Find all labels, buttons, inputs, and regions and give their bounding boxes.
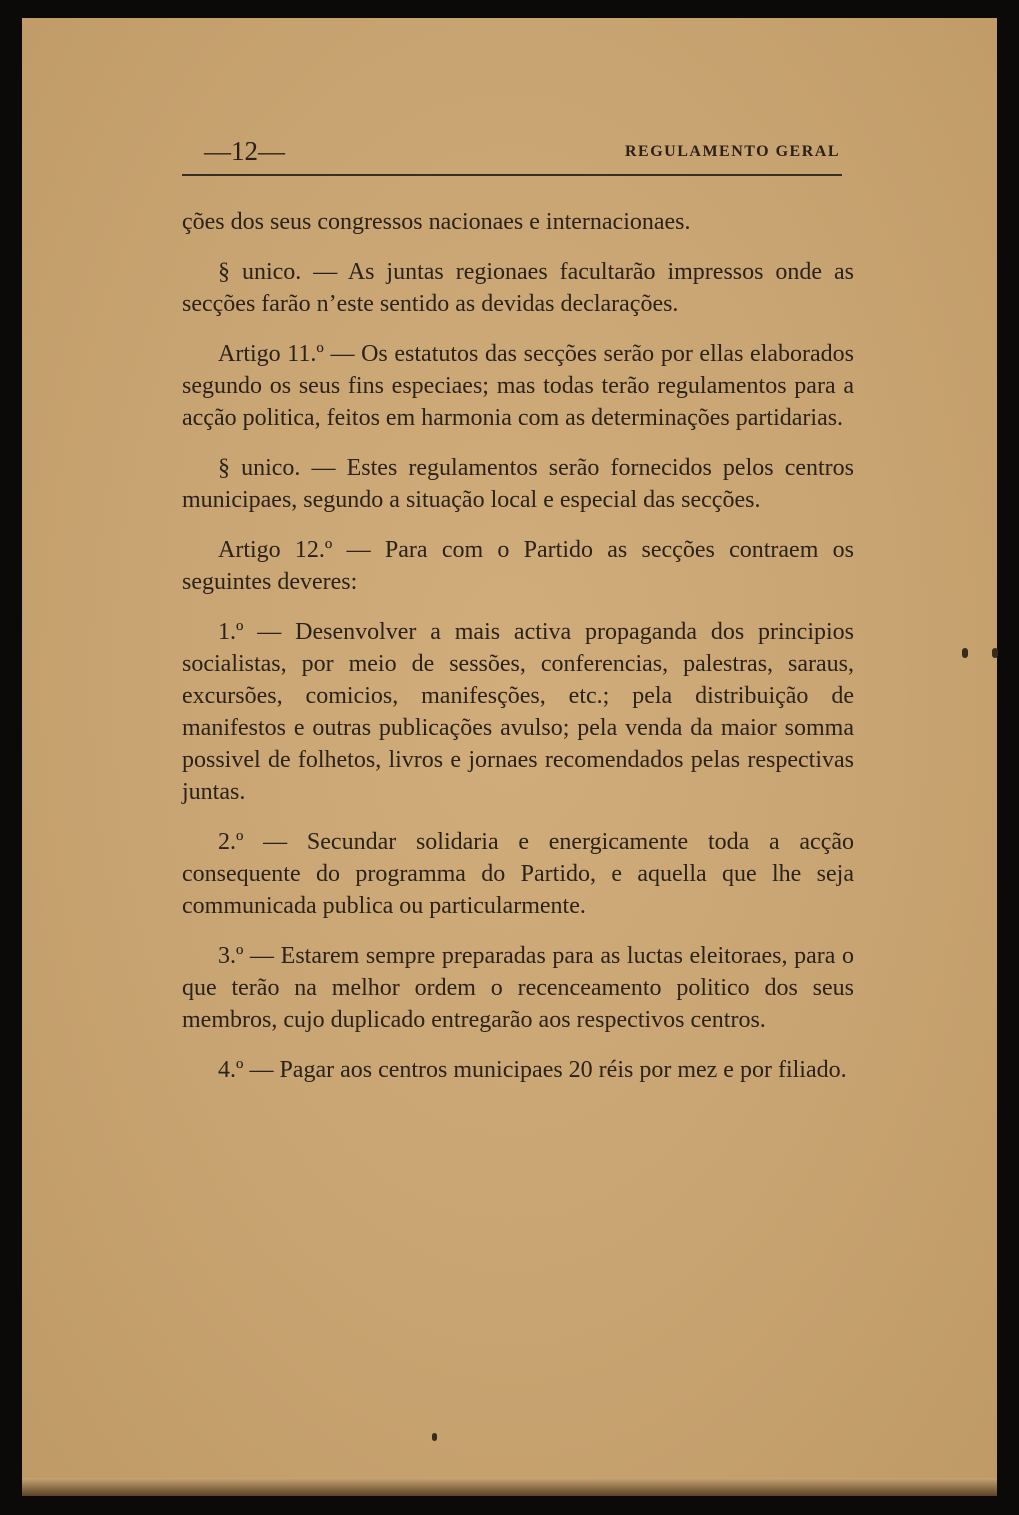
book-page bbox=[22, 18, 997, 1496]
paragraph: 2.º — Secundar solidaria e energicamente toda a acção consequente do programma do Partido, e aquella que lhe seja communicada publica ou particularmente. bbox=[182, 829, 854, 919]
ink-speck bbox=[992, 648, 998, 658]
ink-speck bbox=[432, 1433, 437, 1441]
paragraph: ções dos seus congressos nacionaes e internacionaes. bbox=[182, 209, 691, 235]
paragraph: § unico. — As juntas regionaes facultarão impressos onde as secções farão n’este sentido as devidas declarações. bbox=[182, 259, 854, 317]
page-header bbox=[182, 136, 842, 176]
paragraph: 1.º — Desenvolver a mais activa propaganda dos principios socialistas, por meio de sessões, conferencias, palestras, saraus, excursões, comicios, manifesções, etc.; pela distribuição de manifestos e outras publicações avulso; pela venda da maior somma possivel de folhetos, livros e jornaes recomendados pelas respectivas juntas. bbox=[182, 619, 854, 805]
page-edge-shadow bbox=[22, 1478, 997, 1496]
page-number: —12— bbox=[204, 136, 285, 166]
paragraph: 4.º — Pagar aos centros municipaes 20 réis por mez e por filiado. bbox=[218, 1057, 847, 1083]
body-text bbox=[182, 206, 854, 1104]
running-title: REGULAMENTO GERAL bbox=[624, 143, 840, 160]
ink-speck bbox=[962, 648, 968, 658]
paragraph: 3.º — Estarem sempre preparadas para as luctas eleitoraes, para o que terão na melhor ordem o recenceamento politico dos seus membros, cujo duplicado entregarão aos respectivos centros. bbox=[182, 943, 854, 1033]
paragraph: Artigo 12.º — Para com o Partido as secções contraem os seguintes deveres: bbox=[182, 537, 854, 595]
paragraph: Artigo 11.º — Os estatutos das secções serão por ellas elaborados segundo os seus fins especiaes; mas todas terão regulamentos para a acção politica, feitos em harmonia com as determinações partidarias. bbox=[182, 341, 854, 431]
paragraph: § unico. — Estes regulamentos serão fornecidos pelos centros municipaes, segundo a situação local e especial das secções. bbox=[182, 455, 854, 513]
